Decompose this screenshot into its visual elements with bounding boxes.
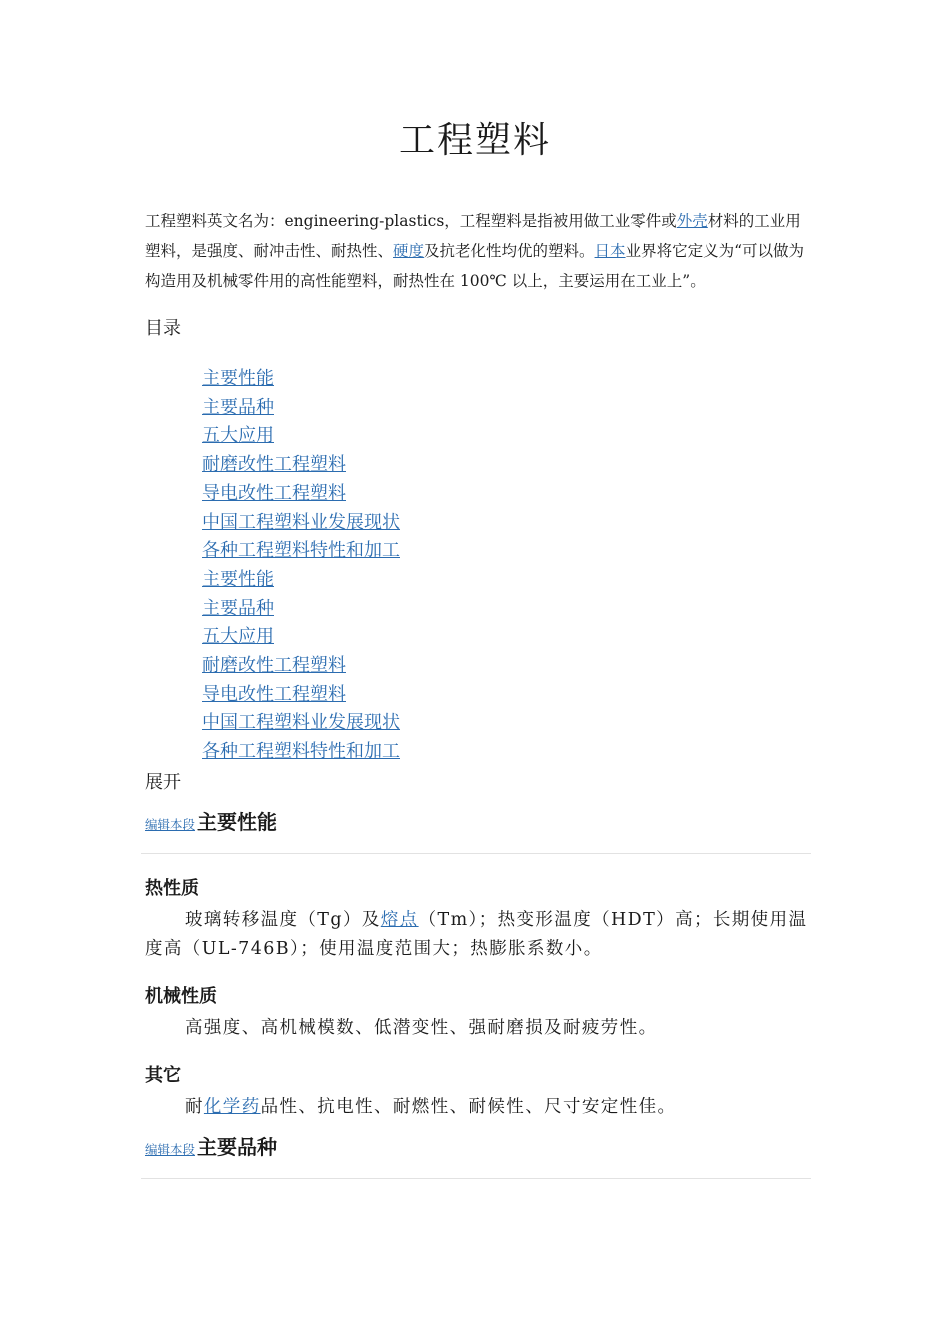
section-divider [141,853,811,854]
toc-link[interactable]: 各种工程塑料特性和加工 [202,540,400,562]
toc-link[interactable]: 主要品种 [202,597,274,619]
link-riben[interactable]: 日本 [594,242,626,260]
toc-link[interactable]: 中国工程塑料业发展现状 [202,511,400,533]
toc-link[interactable]: 主要品种 [202,396,274,418]
toc-link[interactable]: 耐磨改性工程塑料 [202,454,346,476]
table-of-contents [202,365,400,767]
toc-link[interactable]: 导电改性工程塑料 [202,683,346,705]
toc-link[interactable]: 中国工程塑料业发展现状 [202,712,400,734]
other-text-1: 耐 [185,1097,204,1117]
toc-link[interactable]: 五大应用 [202,626,274,648]
subheading-mechanical: 机械性质 [145,986,217,1007]
intro-paragraph [145,206,815,296]
toc-link[interactable]: 各种工程塑料特性和加工 [202,741,400,763]
other-text-2: 品性、抗电性、耐燃性、耐候性、尺寸安定性佳。 [260,1097,677,1117]
other-paragraph [145,1093,815,1122]
thermal-text-2: （Tm）；热变形温度（HDT）高；长期使用温度高（UL-746B）；使用温度范围大；热膨胀系数小。 [145,910,808,959]
edit-section-link[interactable]: 编辑本段 [145,1142,196,1157]
intro-text-1: 工程塑料英文名为：engineering-plastics，工程塑料是指被用做工业零件或 [145,212,677,230]
toc-link[interactable]: 耐磨改性工程塑料 [202,655,346,677]
intro-text-4: 业界将它定义为“可以做为构造用及机械零件用的高性能塑料，耐热性在 100℃ 以上，主要运用在工业上”。 [145,242,804,290]
link-rongdian[interactable]: 熔点 [380,910,419,930]
toc-link[interactable]: 导电改性工程塑料 [202,482,346,504]
toc-link[interactable]: 五大应用 [202,425,274,447]
link-yingdu[interactable]: 硬度 [393,242,425,260]
intro-text-2: 材料的工业用塑料，是强度、耐冲击性、耐热性、 [145,212,801,260]
toc-link[interactable]: 主要性能 [202,568,274,590]
section-divider [141,1178,811,1179]
toc-link[interactable]: 主要性能 [202,368,274,389]
thermal-paragraph [145,906,815,964]
edit-section-link[interactable]: 编辑本段 [145,817,196,832]
section-heading-performance [145,806,277,835]
section-heading-varieties [145,1131,277,1160]
subheading-other: 其它 [145,1065,181,1086]
subheading-thermal: 热性质 [145,878,199,899]
link-waike[interactable]: 外壳 [676,212,708,230]
intro-text-3: 及抗老化性均优的塑料。 [424,242,595,260]
page-title: 工程塑料 [398,120,551,161]
toc-label: 目录 [145,318,181,339]
link-huaxueyao[interactable]: 化学药 [203,1097,261,1117]
mechanical-paragraph: 高强度、高机械模数、低潜变性、强耐磨损及耐疲劳性。 [185,1018,658,1038]
expand-toggle[interactable]: 展开 [145,772,181,793]
section-title: 主要性能 [197,810,278,834]
section-title: 主要品种 [197,1135,278,1159]
thermal-text-1: 玻璃转移温度（Tg）及 [185,910,381,930]
